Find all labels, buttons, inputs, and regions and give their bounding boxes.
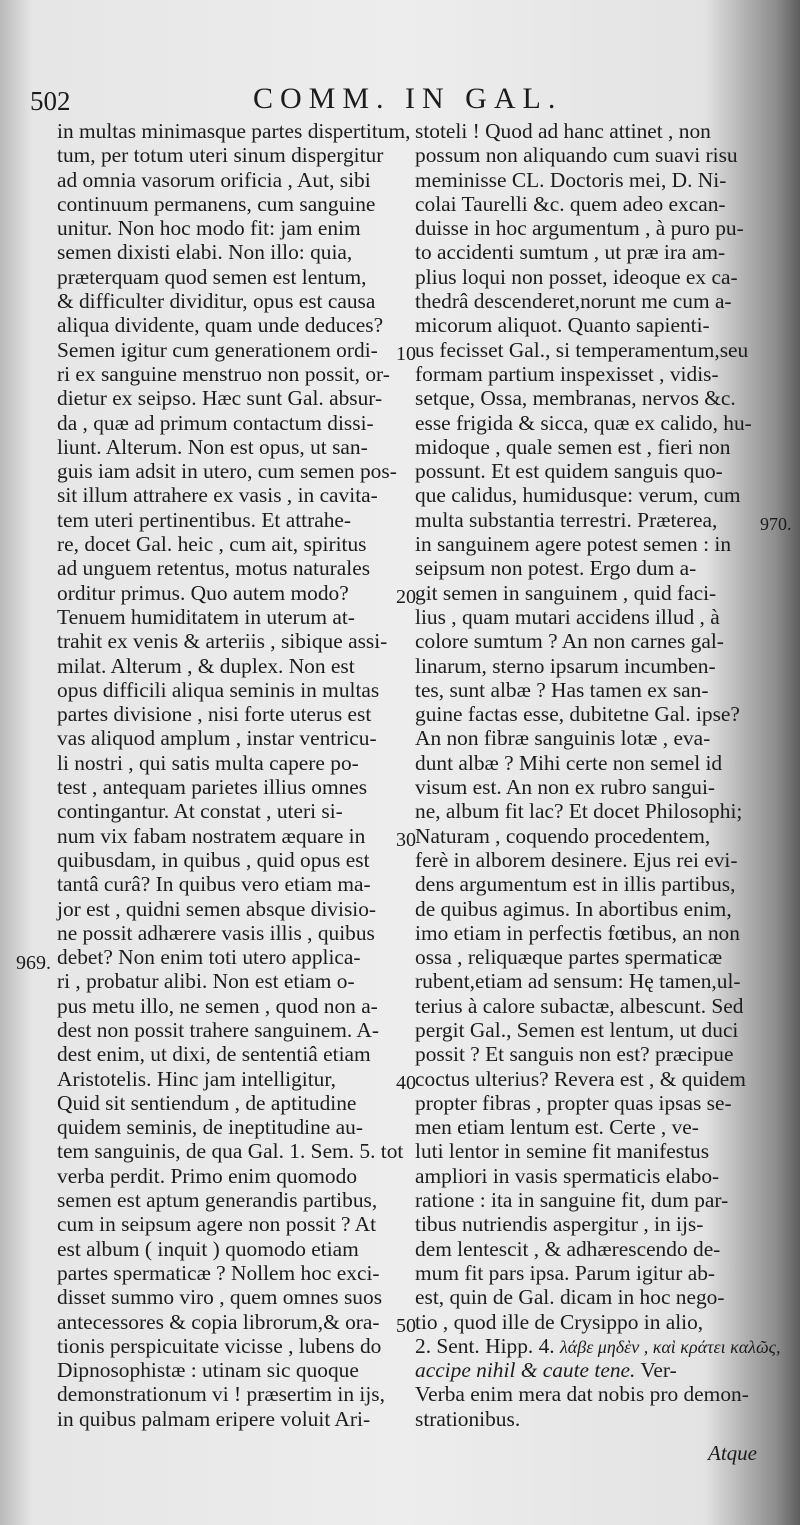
right-column — [415, 119, 781, 1431]
text-line: colore sumtum ? An non carnes gal- — [415, 629, 724, 654]
text-line: Dipnosophistæ : utinam sic quoque — [57, 1358, 359, 1383]
text-line: test , antequam parietes illius omnes — [57, 775, 368, 800]
text-line: rubent,etiam ad sensum: Hę tamen,ul- — [415, 969, 741, 994]
text-line: imo etiam in perfectis fœtibus, an non — [415, 920, 740, 945]
left-column — [57, 119, 419, 1431]
text-line: partes divisione , nisi forte uterus est — [57, 702, 372, 727]
text-line: multa substantia terrestri. Præterea, — [415, 507, 718, 532]
text-line: Verba enim mera dat nobis pro demon- — [415, 1382, 749, 1407]
text-line: tionis perspicuitate vicisse , lubens do — [57, 1333, 382, 1358]
text-line: plius loqui non posset, ideoque ex ca- — [415, 264, 738, 289]
text-line: ratione : ita in sanguine fit, dum par- — [415, 1188, 729, 1213]
text-line: tum, per totum uteri sinum dispergitur — [57, 143, 384, 168]
text-line: ferè in alborem desinere. Ejus rei evi- — [415, 847, 738, 872]
text-line: Semen igitur cum generationem ordi- — [57, 337, 378, 362]
text-line: quidem seminis, de ineptitudine au- — [57, 1115, 363, 1140]
text-line: cum in seipsum agere non possit ? At — [57, 1212, 377, 1237]
text-line: coctus ulterius? Revera est , & quidem — [415, 1066, 746, 1091]
line-number: 40 — [396, 1072, 416, 1094]
text-line: disset summo viro , quem omnes suos — [57, 1285, 383, 1310]
text-line: stoteli ! Quod ad hanc attinet , non — [415, 119, 711, 143]
text-line: liunt. Alterum. Non est opus, ut san- — [57, 434, 368, 459]
text-line: dest non possit trahere sanguinem. A- — [57, 1017, 379, 1042]
margin-note: 970. — [760, 514, 792, 534]
text-line: continuum permanens, cum sanguine — [57, 191, 376, 216]
text-line: unitur. Non hoc modo fit: jam enim — [57, 216, 361, 241]
text-line: contingantur. At constat , uteri si- — [57, 799, 343, 824]
text-line: An non fibræ sanguinis lotæ , eva- — [415, 726, 711, 751]
text-line: terius à calore subactæ, albescunt. Sed — [415, 993, 744, 1018]
text-line: possunt. Et est quidem sanguis quo- — [415, 459, 723, 484]
text-line: ossa , reliquæque partes spermaticæ — [415, 945, 723, 970]
text-line: jor est , quidni semen absque divisio- — [57, 896, 377, 921]
text-line: tibus nutriendis aspergitur , in ijs- — [415, 1212, 704, 1237]
text-line: Aristotelis. Hinc jam intelligitur, — [57, 1066, 336, 1091]
text-line: quibusdam, in quibus , quid opus est — [57, 847, 370, 872]
text-line: opus difficili aliqua seminis in multas — [57, 677, 380, 702]
text-line: est, quin de Gal. dicam in hoc nego- — [415, 1285, 725, 1310]
text-line: dietur ex seipso. Hæc sunt Gal. absur- — [57, 386, 383, 411]
text-line: præterquam quod semen est lentum, — [57, 264, 367, 289]
text-line: colai Taurelli &c. quem adeo excan- — [415, 191, 726, 216]
text-line: dest enim, ut dixi, de sententiâ etiam — [57, 1042, 371, 1067]
text-line: demonstrationum vi ! præsertim in ijs, — [57, 1382, 385, 1407]
verba-hyphen: Ver- — [640, 1358, 677, 1383]
text-line: partes spermaticæ ? Nollem hoc exci- — [57, 1260, 380, 1285]
latin-gloss: accipe nihil & caute tene. — [415, 1358, 636, 1383]
text-line: pergit Gal., Semen est lentum, ut duci — [415, 1017, 739, 1042]
text-line: de quibus agimus. In abortibus enim, — [415, 896, 732, 921]
text-line: semen est aptum generandis partibus, — [57, 1188, 378, 1213]
text-line: meminisse CL. Doctoris mei, D. Ni- — [415, 167, 727, 192]
text-line: setque, Ossa, membranas, nervos &c. — [415, 386, 736, 411]
text-line: guis iam adsit in utero, cum semen pos- — [57, 459, 397, 484]
text-line: esse frigida & sicca, quæ ex calido, hu- — [415, 410, 752, 435]
line-number: 30 — [396, 829, 416, 851]
text-line: pus metu illo, ne semen , quod non a- — [57, 993, 378, 1018]
text-line: midoque , quale semen est , fieri non — [415, 434, 731, 459]
text-line: que calidus, humidusque: verum, cum — [415, 483, 741, 508]
page-number: 502 — [30, 86, 71, 116]
text-line: in multas minimasque partes dispertitum, — [57, 119, 411, 143]
text-line: tes, sunt albæ ? Has tamen ex san- — [415, 677, 709, 702]
text-line: tem sanguinis, de qua Gal. 1. Sem. 5. tot — [57, 1139, 404, 1164]
text-line: da , quæ ad primum contactum dissi- — [57, 410, 374, 435]
text-line: ri ex sanguine menstruo non possit, or- — [57, 361, 390, 386]
text-line: tantâ curâ? In quibus vero etiam ma- — [57, 872, 371, 897]
text-line: git semen in sanguinem , quid faci- — [415, 580, 717, 605]
catchword: Atque — [708, 1441, 757, 1465]
text-line: num vix fabam nostratem æquare in — [57, 823, 366, 848]
text-line: tio , quod ille de Crysippo in alio, — [415, 1309, 704, 1334]
text-line: duisse in hoc argumentum , à puro pu- — [415, 216, 744, 241]
text-line: luti lentor in semine fit manifestus — [415, 1139, 710, 1164]
text-line: aliqua dividente, quam unde deduces? — [57, 313, 384, 338]
text-line: guine factas esse, dubitetne Gal. ipse? — [415, 702, 740, 727]
margin-note: 969. — [16, 952, 51, 974]
running-head: COMM. IN GAL. — [253, 82, 563, 115]
text-line: seipsum non potest. Ergo dum a- — [415, 556, 697, 581]
text-line: li nostri , qui satis multa capere po- — [57, 750, 359, 775]
text-line: antecessores & copia librorum,& ora- — [57, 1309, 380, 1334]
text-line: visum est. An non ex rubro sangui- — [415, 775, 716, 800]
text-line: vas aliquod amplum , instar ventricu- — [57, 726, 377, 751]
text-line: Tenuem humiditatem in uterum at- — [57, 604, 355, 629]
text-line: thedrâ descenderet,norunt me cum a- — [415, 289, 732, 314]
text-line: micorum aliquot. Quanto sapienti- — [415, 313, 710, 338]
text-line: ne possit adhærere vasis illis , quibus — [57, 920, 375, 945]
text-line: dunt albæ ? Mihi certe non semel id — [415, 750, 723, 775]
text-line: trahit ex venis & arteriis , sibique assi- — [57, 629, 388, 654]
text-line: Naturam , coquendo procedentem, — [415, 823, 711, 848]
text-line: milat. Alterum , & duplex. Non est — [57, 653, 355, 678]
line-number: 50 — [396, 1315, 416, 1337]
text-line: sit illum attrahere ex vasis , in cavita- — [57, 483, 378, 508]
text-line: dem lentescit , & adhærescendo de- — [415, 1236, 721, 1261]
text-line: semen dixisti elabi. Non illo: quia, — [57, 240, 353, 265]
text-line: strationibus. — [415, 1406, 521, 1431]
text-line: ad omnia vasorum orificia , Aut, sibi — [57, 167, 371, 192]
text-line: to accidenti sumtum , ut præ ira am- — [415, 240, 726, 265]
text-line: debet? Non enim toti utero applica- — [57, 945, 361, 970]
text-line: re, docet Gal. heic , cum ait, spiritus — [57, 532, 367, 557]
text-line: ne, album fit lac? Et docet Philosophi; — [415, 799, 743, 824]
text-line: lius , quam mutari accidens illud , à — [415, 604, 720, 629]
text-line — [415, 1333, 781, 1358]
text-line: ad unguem retentus, motus naturales — [57, 556, 371, 581]
text-line: possit ? Et sanguis non est? præcipue — [415, 1042, 734, 1067]
text-line: men etiam lentum est. Certe , ve- — [415, 1115, 699, 1140]
text-line: in quibus palmam eripere voluit Ari- — [57, 1406, 371, 1431]
text-line: orditur primus. Quo autem modo? — [57, 580, 349, 605]
text-line: us fecisset Gal., si temperamentum,seu — [415, 337, 749, 362]
line-number: 20 — [396, 586, 416, 608]
text-line — [415, 1358, 777, 1382]
text-line: verba perdit. Primo enim quomodo — [57, 1163, 358, 1188]
text-line: Quid sit sentiendum , de aptitudine — [57, 1090, 357, 1115]
text-line: ri , probatur alibi. Non est etiam o- — [57, 969, 355, 994]
text-line: in sanguinem agere potest semen : in — [415, 532, 732, 557]
text-line: formam partium inspexisset , vidis- — [415, 361, 719, 386]
text-line: propter fibras , propter quas ipsas se- — [415, 1090, 732, 1115]
text-line: est album ( inquit ) quomodo etiam — [57, 1236, 359, 1261]
text-line: ampliori in vasis spermaticis elabo- — [415, 1163, 720, 1188]
text-line: dens argumentum est in illis partibus, — [415, 872, 736, 897]
text-line: mum fit pars ipsa. Parum igitur ab- — [415, 1260, 716, 1285]
text-line: linarum, sterno ipsarum incumben- — [415, 653, 716, 678]
line-number: 10 — [396, 343, 416, 365]
text-line: & difficulter dividitur, opus est causa — [57, 289, 376, 314]
greek-phrase: λάβε μηδὲν , καὶ κράτει καλῶς, — [560, 1336, 781, 1357]
text-line: tem uteri pertinentibus. Et attrahe- — [57, 507, 352, 532]
reference: 2. Sent. Hipp. 4. — [415, 1333, 555, 1358]
text-line: possum non aliquando cum suavi risu — [415, 143, 738, 168]
